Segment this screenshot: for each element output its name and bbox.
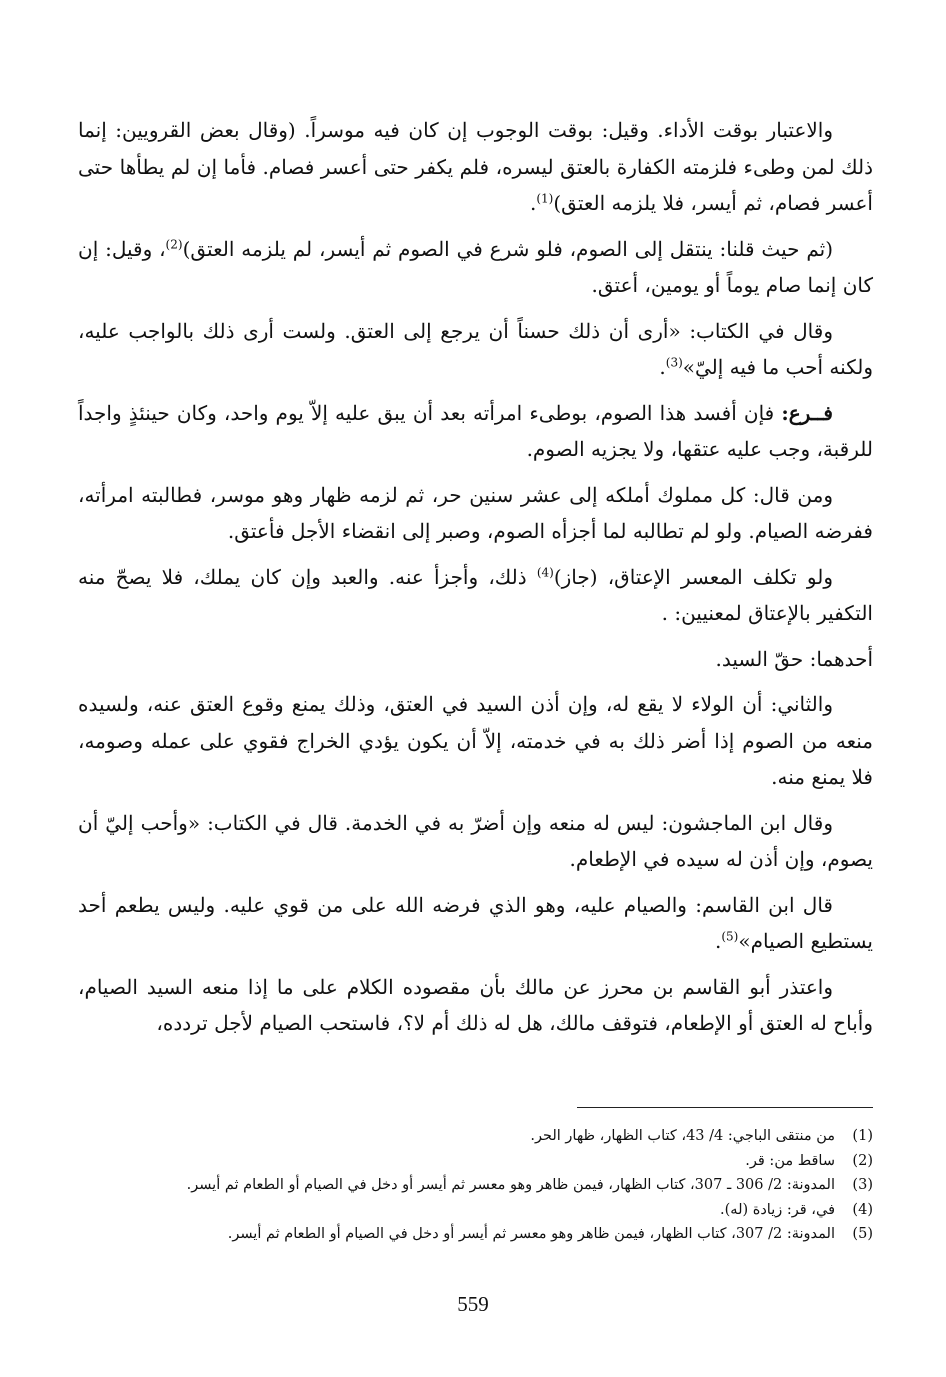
footnote-text: المدونة: 2/ 306 ـ 307، كتاب الظهار، فيمن ظاهر وهو معسر ثم أيسر أو دخل في الصيام أو الطعام ثم أيسر. [186,1177,835,1193]
footnote-ref: (3) [665,355,683,370]
footnote-ref: (1) [536,191,554,206]
paragraph: وقال في الكتاب: «أرى أن ذلك حسناً أن يرجع إلى العتق. ولست أرى ذلك بالواجب عليه، ولكنه أحب ما فيه إليّ»$^{(3)}$. [78,318,873,379]
paragraph: واعتذر أبو القاسم بن محرز عن مالك بأن مقصوده الكلام على ما إذا منعه السيد الصيام، وأباح له العتق أو الإطعام، فتوقف مالك، هل له ذلك أم لا؟، فاستحب الصيام لأجل تردده، [78,974,873,1035]
far-heading: فــرع: [781,400,833,425]
paragraph: فــرع: فإن أفسد هذا الصوم، بوطىء امرأته بعد أن يبق عليه إلاّ يوم واحد، وكان حينئذٍ واجداً للرقبة، وجب عليه عتقها، ولا يجزيه الصوم. [78,400,873,461]
paragraph: وقال ابن الماجشون: ليس له منعه وإن أضرّ به في الخدمة. قال في الكتاب: «وأحب إليّ أن يصوم، وإن أذن له سيده في الإطعام. [78,810,873,871]
main-text [78,112,873,1051]
footnote-ref: (5) [721,929,739,944]
paragraph: والاعتبار بوقت الأداء. وقيل: بوقت الوجوب إن كان فيه موسراً. (وقال بعض القرويين: إنما ذلك لمن وطىء فلزمته الكفارة بالعتق ليسره، فلم يكفر حتى أعسر فصام. فأما إن لم يطأها حتى أعسر فصام، ثم أيسر، فلا يلزمه العتق)$^{(1)}$. [78,118,873,215]
footnote-number: (4) [852,1201,873,1218]
page-number: 559 [457,1292,489,1316]
paragraph: والثاني: أن الولاء لا يقع له، وإن أذن السيد في العتق، وذلك يمنع وقوع العتق عنه، ولسيده منعه من الصوم إذا أضر ذلك به في خدمته، إلاّ أن يكون يؤدي الخراج فقوي على عمله وصومه، فلا يمنع منه. [78,692,873,789]
paragraph: أحدهما: حقّ السيد. [715,646,873,671]
paragraph: ولو تكلف المعسر الإعتاق، (جاز)$^{(4)}$ ذلك، وأجزأ عنه. والعبد وإن كان يملك، فلا يصحّ منه التكفير بالإعتاق لمعنيين: . [78,564,873,625]
footnote [78,1222,873,1247]
footnote-text: المدونة: 2/ 307، كتاب الظهار، فيمن ظاهر وهو معسر ثم أيسر أو دخل في الصيام أو الطعام ثم أيسر. [227,1226,835,1242]
footnote-number: (1) [852,1128,873,1144]
footnote-text: ساقط من: قر. [745,1152,835,1169]
footnotes [78,1124,873,1247]
footnote-text: من منتقى الباجي: 4/ 43، كتاب الظهار، ظهار الحر. [530,1128,835,1144]
paragraph: (ثم حيث قلنا: ينتقل إلى الصوم، فلو شرع في الصوم ثم أيسر، لم يلزمه العتق)$^{(2)}$، وقيل: إن كان إنما صام يوماً أو يومين، أعتق. [78,236,873,297]
footnote-ref: (2) [165,236,183,251]
paragraph: قال ابن القاسم: والصيام عليه، وهو الذي فرضه الله على من قوي عليه. وليس يطعم أحد يستطيع الصيام»$^{(5)}$. [78,892,873,953]
footnote-ref: (4) [536,564,554,579]
paragraph: ومن قال: كل مملوك أملكه إلى عشر سنين حر، ثم لزمه ظهار وهو موسر، فطالبته امرأته، ففرضه الصيام. ولو لم تطالبه لما أجزأه الصوم، وصبر إلى انقضاء الأجل فأعتق. [78,482,873,543]
footnote-number: (3) [852,1177,873,1193]
footnote-separator [577,1107,873,1108]
footnote [78,1149,873,1174]
footnote [78,1198,873,1223]
footnote [78,1173,873,1198]
footnote-number: (2) [852,1152,873,1169]
footnote [78,1124,873,1149]
footnote-number: (5) [852,1226,873,1242]
footnote-text: في، قر: زيادة (له). [720,1201,835,1218]
